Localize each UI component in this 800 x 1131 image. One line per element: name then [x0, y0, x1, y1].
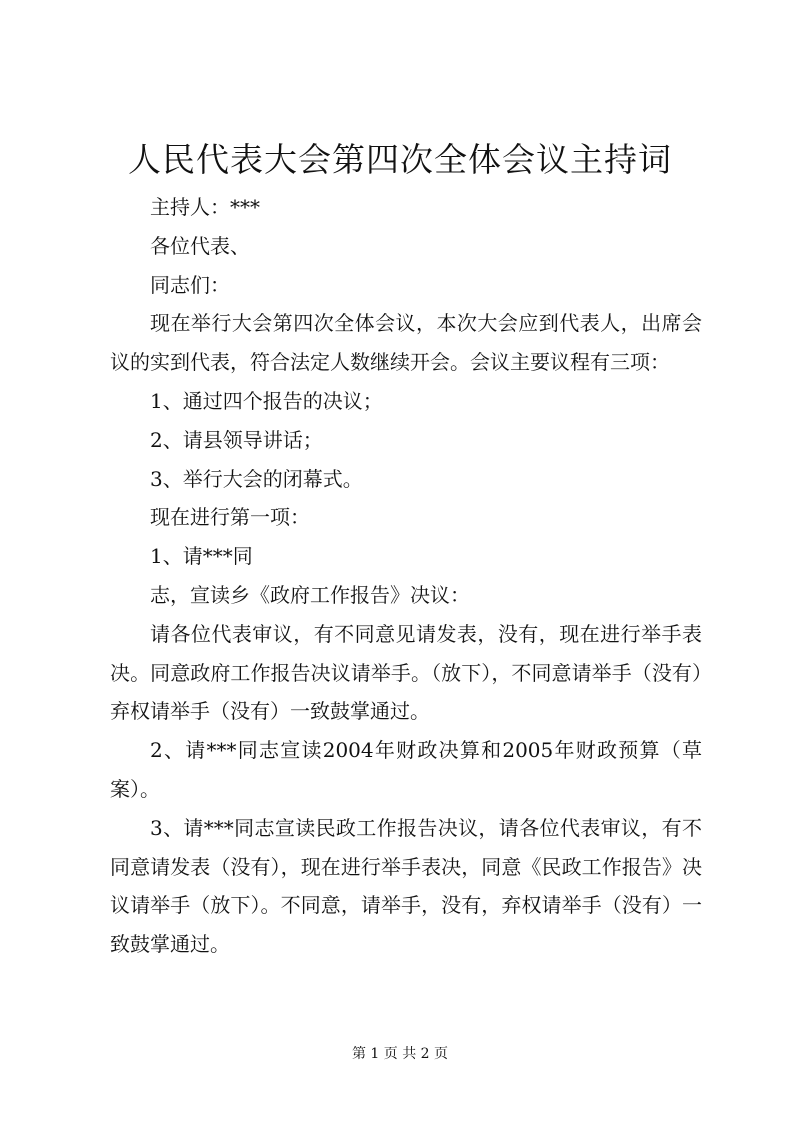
greeting-comrades: 同志们： [150, 272, 230, 297]
first-item-intro: 现在进行第一项： [150, 505, 310, 530]
greeting-delegates: 各位代表、 [150, 233, 250, 258]
vote-paragraph-1: 请各位代表审议，有不同意见请发表，没有，现在进行举手表决。同意政府工作报告决议请举手。（放下），不同意请举手（没有）弃权请举手（没有）一致鼓掌通过。 [110, 621, 702, 724]
agenda-item-2: 2、请县领导讲话； [150, 427, 323, 452]
step-2-paragraph: 2、请***同志宣读2004年财政决算和2005年财政预算（草案）。 [110, 738, 702, 801]
step-3-paragraph: 3、请***同志宣读民政工作报告决议，请各位代表审议，有不同意请发表（没有），现在进行举手表决，同意《民政工作报告》决议请举手（放下）。不同意，请举手，没有，弃权请举手（没有）一致鼓掌通过。 [110, 815, 702, 957]
page-footer: 第 1 页 共 2 页 [351, 1046, 449, 1062]
host-line: 主持人：*** [150, 195, 260, 219]
step-1-line: 1、请***同 [150, 544, 253, 569]
document-title: 人民代表大会第四次全体会议主持词 [128, 140, 672, 179]
agenda-item-3: 3、举行大会的闭幕式。 [150, 466, 363, 491]
step-1-continuation: 志，宣读乡《政府工作报告》决议： [150, 582, 470, 607]
document-body [110, 188, 702, 964]
opening-paragraph: 现在举行大会第四次全体会议，本次大会应到代表人，出席会议的实到代表，符合法定人数继续开会。会议主要议程有三项： [110, 311, 702, 375]
agenda-item-1: 1、通过四个报告的决议； [150, 388, 383, 413]
